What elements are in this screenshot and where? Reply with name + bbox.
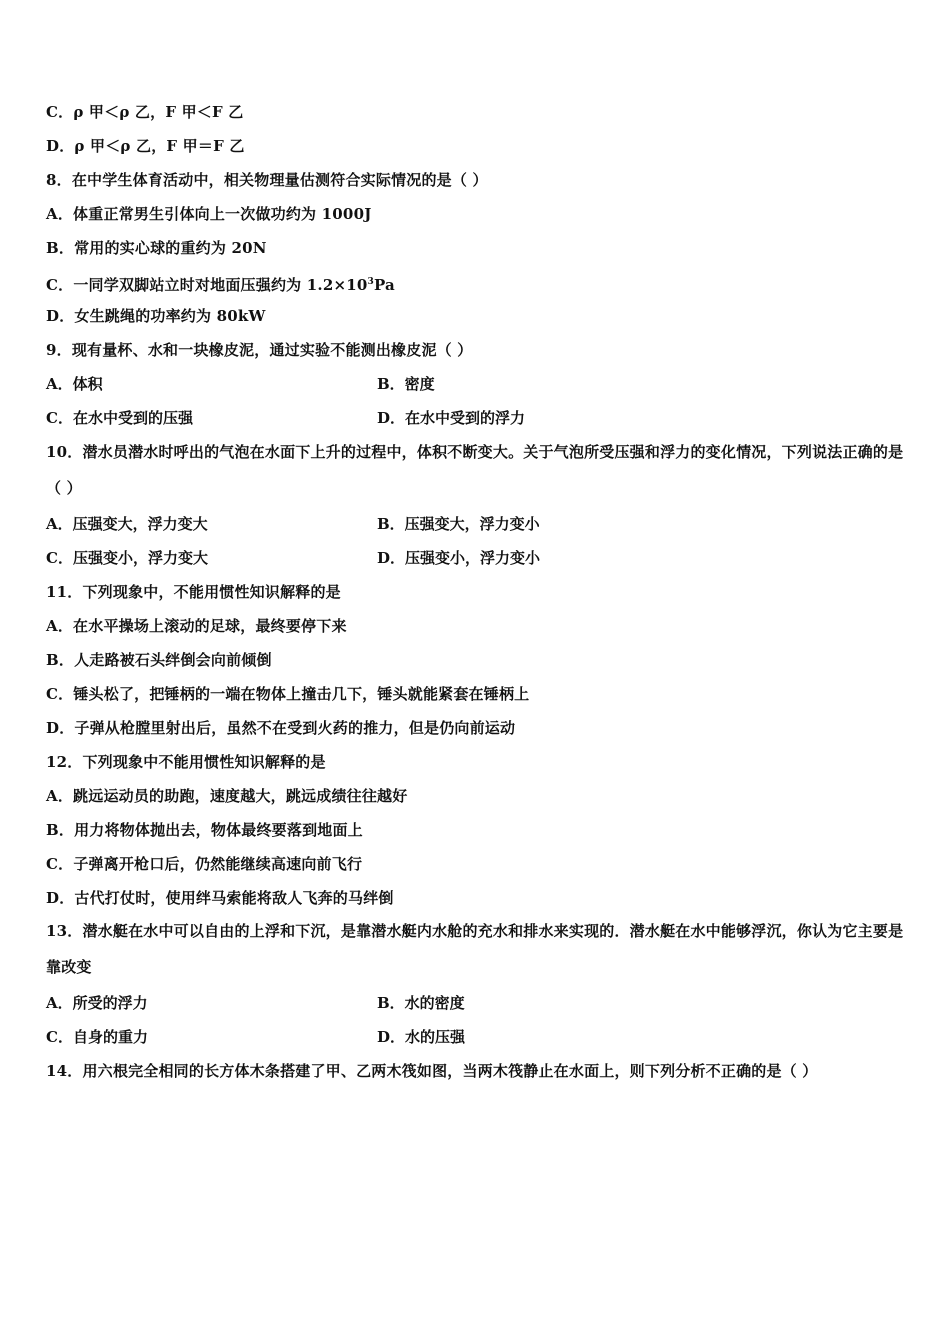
option-b-q12: B．用力将物体抛出去，物体最终要落到地面上 (46, 821, 363, 839)
option-d-q13: D．水的压强 (377, 1028, 466, 1046)
option-c-q8 (46, 272, 395, 295)
option-a-q8: A．体重正常男生引体向上一次做功约为 1000J (46, 205, 372, 223)
question-13: 13．潜水艇在水中可以自由的上浮和下沉，是靠潜水艇内水舱的充水和排水来实现的．潜水艇在水中能够浮沉，你认为它主要是靠改变 (46, 922, 904, 976)
question-12: 12．下列现象中不能用惯性知识解释的是 (46, 753, 326, 771)
option-b-q10: B．压强变大，浮力变小 (377, 515, 540, 533)
option-d-q10: D．压强变小，浮力变小 (377, 549, 541, 567)
option-c-q12: C．子弹离开枪口后，仍然能继续高速向前飞行 (46, 855, 363, 873)
question-10: 10．潜水员潜水时呼出的气泡在水面下上升的过程中，体积不断变大。关于气泡所受压强和浮力的变化情况，下列说法正确的是（ ） (46, 443, 904, 497)
option-d-q8: D．女生跳绳的功率约为 80kW (46, 307, 266, 325)
option-b-q11: B．人走路被石头绊倒会向前倾倒 (46, 651, 272, 669)
question-8: 8．在中学生体育活动中，相关物理量估测符合实际情况的是（ ） (46, 171, 488, 189)
option-a-q12: A．跳远运动员的助跑，速度越大，跳远成绩往往越好 (46, 787, 408, 805)
option-b-q8: B．常用的实心球的重约为 20N (46, 239, 267, 257)
option-c-q13: C．自身的重力 (46, 1028, 148, 1046)
option-b-q13: B．水的密度 (377, 994, 465, 1012)
option-a-q11: A．在水平操场上滚动的足球，最终要停下来 (46, 617, 347, 635)
option-c-q8-unit: Pa (373, 276, 395, 294)
option-c-q8-text: C．一同学双脚站立时对地面压强约为 1.2×10 (46, 276, 368, 294)
option-d-q9: D．在水中受到的浮力 (377, 409, 526, 427)
option-c-q11: C．锤头松了，把锤柄的一端在物体上撞击几下，锤头就能紧套在锤柄上 (46, 685, 530, 703)
option-b-q9: B．密度 (377, 375, 435, 393)
option-d-q7: D．ρ 甲＜ρ 乙，F 甲＝F 乙 (46, 137, 245, 155)
option-c-q10: C．压强变小，浮力变大 (46, 549, 208, 567)
question-11: 11．下列现象中，不能用惯性知识解释的是 (46, 583, 341, 601)
option-a-q10: A．压强变大，浮力变大 (46, 515, 208, 533)
option-d-q11: D．子弹从枪膛里射出后，虽然不在受到火药的推力，但是仍向前运动 (46, 719, 516, 737)
question-14: 14．用六根完全相同的长方体木条搭建了甲、乙两木筏如图，当两木筏静止在水面上，则下列分析不正确的是（ ） (46, 1062, 818, 1080)
option-c-q9: C．在水中受到的压强 (46, 409, 193, 427)
option-c-q7: C．ρ 甲＜ρ 乙，F 甲＜F 乙 (46, 103, 244, 121)
exponent: 3 (367, 277, 374, 287)
option-a-q13: A．所受的浮力 (46, 994, 148, 1012)
option-a-q9: A．体积 (46, 375, 103, 393)
option-d-q12: D．古代打仗时，使用绊马索能将敌人飞奔的马绊倒 (46, 889, 394, 907)
question-9: 9．现有量杯、水和一块橡皮泥，通过实验不能测出橡皮泥（ ） (46, 341, 473, 359)
